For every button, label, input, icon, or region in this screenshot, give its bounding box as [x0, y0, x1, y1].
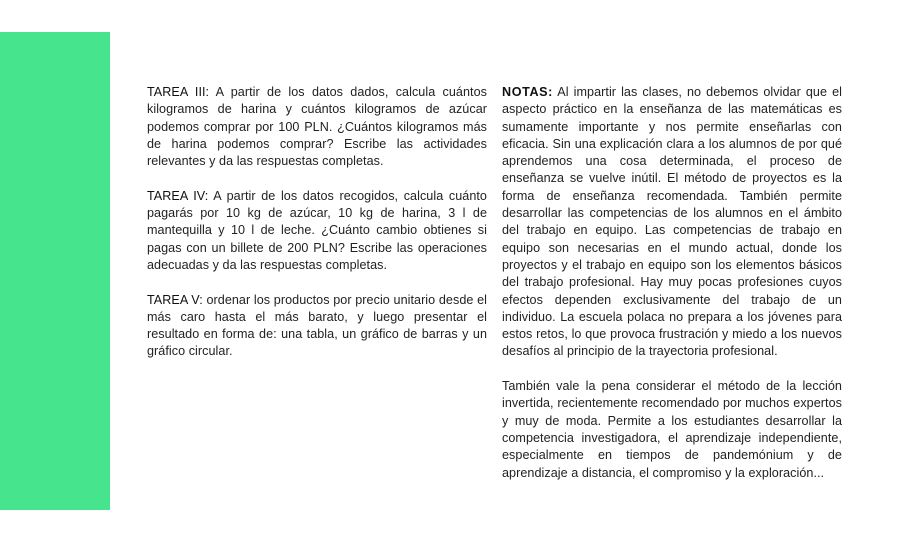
task-4-label: TAREA IV: [147, 188, 209, 203]
task-5-paragraph [147, 292, 487, 361]
notes-text: Al impartir las clases, no debemos olvidar que el aspecto práctico en la enseñanza de las matemáticas es sumamente importante y nos permite enseñarlas con eficacia. Sin una explicación clara a los alumnos de por qué aprendemos una cosa determinada, el proceso de enseñanza se vuelve inútil. El método de proyectos es la forma de enseñanza recomendada. También permite desarrollar las competencias de los alumnos en el ámbito del trabajo en equipo. Las competencias de trabajo en equipo son necesarias en el mundo actual, donde los proyectos y el trabajo en equipo son los elementos básicos del trabajo profesional. Hay muy pocas profesiones cuyos efectos dependen exclusivamente del trabajo de un individuo. La escuela polaca no prepara a los jóvenes para estos retos, lo que provoca frustración y miedo a los nuevos desafíos al principio de la trayectoria profesional. [502, 85, 842, 359]
task-3-text: A partir de los datos dados, calcula cuántos kilogramos de harina y cuántos kilogramos de azúcar podemos comprar por 100 PLN. ¿Cuántos kilogramos más de harina podemos comprar? Escribe las actividades relevantes y da las respuestas completas. [147, 85, 487, 169]
notes-column [502, 84, 842, 499]
task-5-label: TAREA V: [147, 292, 203, 307]
flipped-classroom-paragraph: También vale la pena considerar el método de la lección invertida, recientemente recomendado por muchos expertos y muy de moda. Permite a los estudiantes desarrollar la competencia investigadora, el aprendizaje independiente, especialmente en tiempos de pandemónium y de aprendizaje a distancia, el compromiso y la exploración... [502, 379, 842, 480]
tasks-column [147, 84, 487, 378]
notes-paragraph [502, 84, 842, 361]
task-3-paragraph [147, 84, 487, 170]
accent-bar [0, 32, 110, 510]
task-4-paragraph [147, 188, 487, 274]
task-4-text: A partir de los datos recogidos, calcula cuánto pagarás por 10 kg de azúcar, 10 kg de harina, 3 l de mantequilla y 10 l de leche. ¿Cuánto cambio obtienes si pagas con un billete de 200 PLN? Escribe las operaciones adecuadas y da las respuestas completas. [147, 188, 487, 272]
task-5-text: ordenar los productos por precio unitario desde el más caro hasta el más barato, y luego presentar el resultado en forma de: una tabla, un gráfico de barras y un gráfico circular. [147, 292, 488, 359]
notes-label: NOTAS: [502, 85, 553, 99]
task-3-label: TAREA III: [147, 85, 210, 99]
